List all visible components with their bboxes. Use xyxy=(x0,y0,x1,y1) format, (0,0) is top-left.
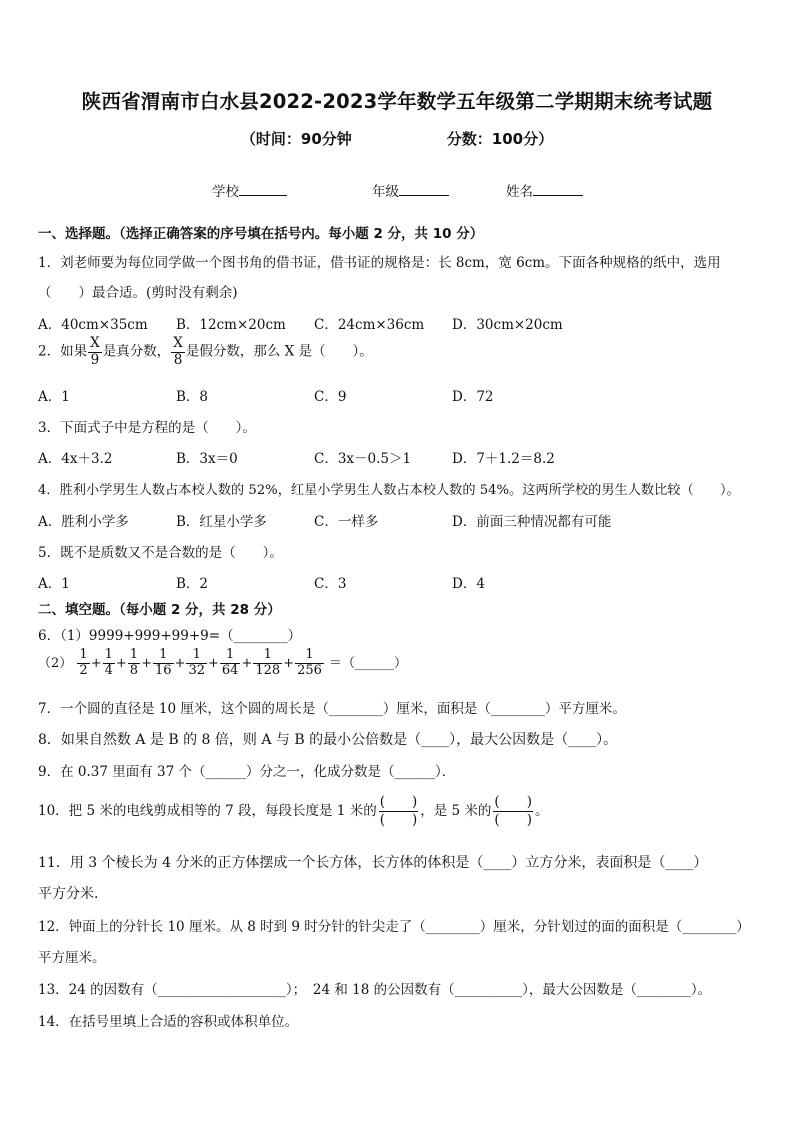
q2-fraction-2 xyxy=(171,336,185,368)
q6-fraction-numerator: 1 xyxy=(220,648,241,664)
q6-part2-suffix: ＝（______） xyxy=(329,655,408,671)
q4-option-b[interactable]: B．红星小学多 xyxy=(176,514,267,530)
q13-line: 13．24 的因数有（___________________）； 24 和 18 的公因数有（__________），最大公因数是（________）。 xyxy=(38,982,712,998)
q2-frac1-numerator: X xyxy=(90,335,100,351)
section2-heading: 二、填空题。（每小题 2 分，共 28 分） xyxy=(38,602,281,618)
q6-fraction xyxy=(153,648,174,679)
q1-option-c[interactable]: C．24cm×36cm xyxy=(314,317,425,333)
q6-fraction xyxy=(253,648,282,679)
q1-option-d[interactable]: D．30cm×20cm xyxy=(452,317,563,333)
exam-subtitle xyxy=(0,128,794,149)
q6-fraction-denominator: 64 xyxy=(221,662,239,678)
name-blank[interactable] xyxy=(533,183,583,196)
q2-frac2-numerator: X xyxy=(173,335,183,351)
q5-line: 5．既不是质数又不是合数的是（ ）。 xyxy=(38,545,283,561)
q6-plus-sign: + xyxy=(283,655,295,671)
q10-frac2-num[interactable]: ( ) xyxy=(494,794,532,810)
q4-line: 4．胜利小学男生人数占本校人数的 52%，红星小学男生人数占本校人数的 54%。这两所学校的男生人数比较（ ）。 xyxy=(38,483,740,498)
school-label: 学校 xyxy=(212,184,239,200)
q6-fraction xyxy=(103,648,115,679)
q6-fraction-numerator: 1 xyxy=(129,647,139,662)
q6-fraction xyxy=(77,648,89,679)
q12-line1: 12．钟面上的分针长 10 厘米。从 8 时到 9 时分针的针尖走了（________）厘米，分针划过的面的面积是（________） xyxy=(38,919,750,935)
q6-part2 xyxy=(38,648,407,679)
q6-fraction-denominator: 4 xyxy=(104,662,113,678)
q6-plus-sign: + xyxy=(141,655,152,671)
q6-plus-sign: + xyxy=(90,655,102,671)
q6-plus-sign: + xyxy=(241,655,253,671)
q6-fraction xyxy=(295,648,324,679)
q5-option-c[interactable]: C．3 xyxy=(314,576,347,592)
q8-line: 8．如果自然数 A 是 B 的 8 倍，则 A 与 B 的最小公倍数是（____），最大公因数是（____）。 xyxy=(38,732,618,748)
q6-fraction-numerator: 1 xyxy=(295,648,324,664)
q1-line2: （ ）最合适。(剪时没有剩余) xyxy=(38,285,238,301)
q10-frac1-den[interactable]: ( ) xyxy=(379,811,418,828)
q5-option-d[interactable]: D．4 xyxy=(452,576,485,592)
q4-option-a[interactable]: A．胜利小学多 xyxy=(38,514,129,530)
q2-frac2-denominator: 8 xyxy=(173,351,183,368)
q6-fraction-numerator: 1 xyxy=(186,648,207,664)
q10-mid: ，是 5 米的 xyxy=(420,802,492,819)
q12-line2: 平方厘米。 xyxy=(38,950,106,966)
q10-fraction-1[interactable] xyxy=(379,794,419,829)
q10-prefix: 10．把 5 米的电线剪成相等的 7 段，每段长度是 1 米的 xyxy=(38,802,377,819)
q6-fraction-denominator: 8 xyxy=(129,662,139,678)
q6-fraction-numerator: 1 xyxy=(104,647,113,662)
q1-option-b[interactable]: B．12cm×20cm xyxy=(176,317,286,333)
q4-option-c[interactable]: C．一样多 xyxy=(314,514,379,530)
grade-blank[interactable] xyxy=(399,183,449,196)
q5-option-b[interactable]: B．2 xyxy=(176,576,209,592)
q14-line: 14．在括号里填上合适的容积或体积单位。 xyxy=(38,1014,299,1030)
q10-suffix: 。 xyxy=(534,802,549,819)
q11-line1: 11．用 3 个棱长为 4 分米的正方体摆成一个长方体，长方体的体积是（____）立方分米，表面积是（____） xyxy=(38,855,708,871)
q2-option-b[interactable]: B．8 xyxy=(176,389,209,405)
q6-fraction xyxy=(128,648,140,679)
q6-plus-sign: + xyxy=(115,655,127,671)
q3-option-a[interactable]: A．4x＋3.2 xyxy=(38,451,113,467)
q3-option-b[interactable]: B．3x＝0 xyxy=(176,451,238,467)
q2-suffix: 是假分数，那么 X 是（ ）。 xyxy=(185,343,373,360)
q6-part1: 6．（1）9999+999+99+9=（________） xyxy=(38,628,302,644)
q7-line: 7．一个圆的直径是 10 厘米，这个圆的周长是（________）厘米，面积是（________）平方厘米。 xyxy=(38,701,626,717)
school-blank[interactable] xyxy=(239,183,287,196)
q2-option-c[interactable]: C．9 xyxy=(314,389,347,405)
q1-line1: 1．刘老师要为每位同学做一个图书角的借书证，借书证的规格是：长 8cm，宽 6cm。下面各种规格的纸中，选用 xyxy=(38,255,721,271)
q5-option-a[interactable]: A．1 xyxy=(38,576,70,592)
q6-fraction-denominator: 32 xyxy=(188,662,205,678)
exam-title: 陕西省渭南市白水县2022-2023学年数学五年级第二学期期末统考试题 xyxy=(81,90,713,113)
q10-fraction-2[interactable] xyxy=(493,794,533,829)
q2-prefix: 2．如果 xyxy=(38,343,88,360)
q6-fraction-denominator: 2 xyxy=(79,662,88,678)
q6-fraction-denominator: 16 xyxy=(154,662,172,678)
section1-heading: 一、选择题。（选择正确答案的序号填在括号内。每小题 2 分，共 10 分） xyxy=(38,226,484,242)
q3-option-c[interactable]: C．3x－0.5＞1 xyxy=(314,451,412,467)
q2-fraction-1 xyxy=(88,336,102,368)
q2-frac1-denominator: 9 xyxy=(90,351,100,368)
q2-option-a[interactable]: A．1 xyxy=(38,389,70,405)
q3-line: 3．下面式子中是方程的是（ ）。 xyxy=(38,420,256,436)
q6-fraction-numerator: 1 xyxy=(153,648,174,664)
q10-line xyxy=(38,794,548,829)
q9-line: 9．在 0.37 里面有 37 个（______）分之一，化成分数是（______）． xyxy=(38,764,456,780)
q4-option-d[interactable]: D．前面三种情况都有可能 xyxy=(452,514,612,530)
q2-mid: 是真分数， xyxy=(102,343,171,360)
exam-time: （时间：90分钟 xyxy=(240,130,352,148)
q2-option-d[interactable]: D．72 xyxy=(452,389,494,405)
grade-label: 年级 xyxy=(372,184,399,200)
grade-field xyxy=(372,180,449,200)
q6-part2-prefix: （2） xyxy=(38,655,73,671)
q10-frac1-num[interactable]: ( ) xyxy=(379,794,418,810)
q11-line2: 平方分米． xyxy=(38,886,108,902)
q6-fraction xyxy=(186,648,207,679)
q6-fraction-numerator: 1 xyxy=(79,647,88,662)
q10-frac2-den[interactable]: ( ) xyxy=(494,811,532,828)
q6-fraction-numerator: 1 xyxy=(253,648,282,664)
q6-plus-sign: + xyxy=(207,655,219,671)
q1-option-a[interactable]: A．40cm×35cm xyxy=(38,317,148,333)
exam-score: 分数：100分） xyxy=(446,130,554,148)
q6-fraction xyxy=(220,648,241,679)
q6-fraction-denominator: 128 xyxy=(255,662,281,678)
q3-option-d[interactable]: D．7＋1.2＝8.2 xyxy=(452,451,555,467)
q6-plus-sign: + xyxy=(174,655,186,671)
q2-line xyxy=(38,336,373,368)
name-label: 姓名 xyxy=(506,184,533,200)
name-field xyxy=(506,180,583,200)
q6-fraction-denominator: 256 xyxy=(297,662,322,678)
school-field xyxy=(212,180,287,200)
q6-fraction-sum xyxy=(76,647,324,678)
